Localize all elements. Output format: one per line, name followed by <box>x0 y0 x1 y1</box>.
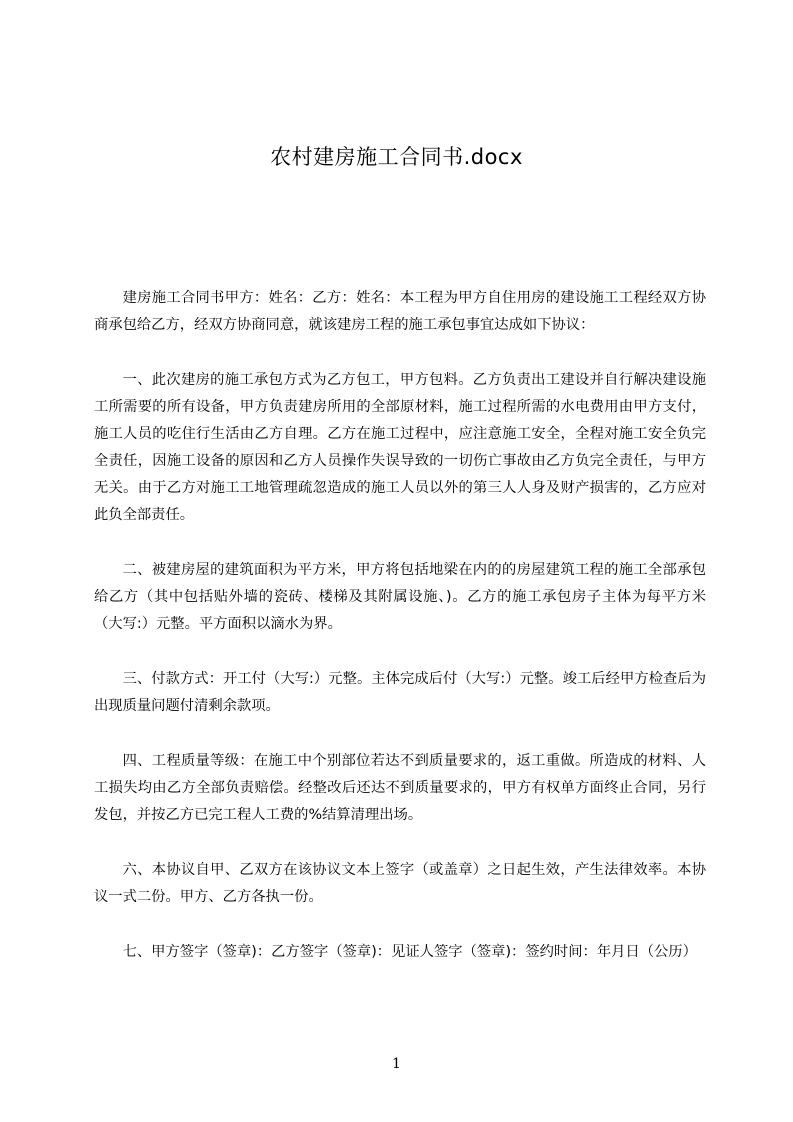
paragraph-clause-2: 二、被建房屋的建筑面积为平方米，甲方将包括地梁在内的的房屋建筑工程的施工全部承包给乙方（其中包括贴外墙的瓷砖、楼梯及其附属设施、)。乙方的施工承包房子主体为每平方米（大写:）元整。平方面积以滴水为界。 <box>94 562 706 632</box>
page-number: 1 <box>392 1056 401 1072</box>
document-title: 农村建房施工合同书.docx <box>270 145 523 169</box>
paragraph-clause-1: 一、此次建房的施工承包方式为乙方包工，甲方包料。乙方负责出工建设并自行解决建设施工所需要的所有设备，甲方负责建房所用的全部原材料，施工过程所需的水电费用由甲方支付，施工人员的吃住行生活由乙方自理。乙方在施工过程中，应注意施工安全，全程对施工安全负完全责任，因施工设备的原因和乙方人员操作失误导致的一切伤亡事故由乙方负完全责任，与甲方无关。由于乙方对施工工地管理疏忽造成的施工人员以外的第三人人身及财产损害的，乙方应对此负全部责任。 <box>94 372 706 523</box>
paragraph-clause-4: 四、工程质量等级：在施工中个别部位若达不到质量要求的，返工重做。所造成的材料、人工损失均由乙方全部负责赔偿。经整改后还达不到质量要求的，甲方有权单方面终止合同，另行发包，并按乙方已完工程人工费的%结算清理出场。 <box>94 753 706 823</box>
paragraph-preamble: 建房施工合同书甲方：姓名：乙方：姓名：本工程为甲方自住用房的建设施工工程经双方协商承包给乙方，经双方协商同意，就该建房工程的施工承包事宜达成如下协议： <box>94 290 706 333</box>
paragraph-clause-6: 六、本协议自甲、乙双方在该协议文本上签字（或盖章）之日起生效，产生法律效率。本协议一式二份。甲方、乙方各执一份。 <box>94 862 706 905</box>
paragraph-clause-7-signatures: 七、甲方签字（签章)：乙方签字（签章)：见证人签字（签章)：签约时间：年月日（公历） <box>122 944 697 960</box>
document-body <box>94 285 706 994</box>
paragraph-clause-3: 三、付款方式：开工付（大写:）元整。主体完成后付（大写:）元整。竣工后经甲方检查后为出现质量问题付清剩余款项。 <box>94 671 706 714</box>
